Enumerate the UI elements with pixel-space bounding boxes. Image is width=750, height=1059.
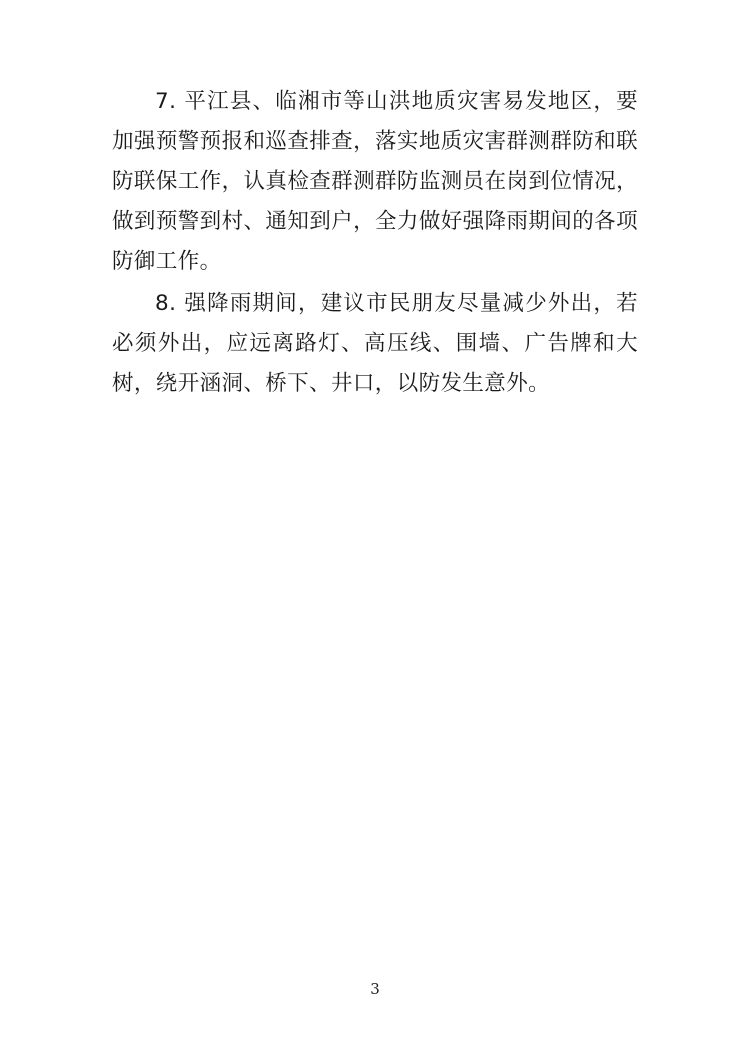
paragraph-7: 7. 平江县、临湘市等山洪地质灾害易发地区，要加强预警预报和巡查排查，落实地质灾害群测群防和联防联保工作，认真检查群测群防监测员在岗到位情况，做到预警到村、通知到户，全力做好强降雨期间的各项防御工作。 <box>112 89 638 274</box>
page-number: 3 <box>370 980 380 998</box>
document-body <box>112 82 638 406</box>
paragraph-8: 8. 强降雨期间，建议市民朋友尽量减少外出，若必须外出，应远离路灯、高压线、围墙、广告牌和大树，绕开涵洞、桥下、井口，以防发生意外。 <box>112 291 638 396</box>
